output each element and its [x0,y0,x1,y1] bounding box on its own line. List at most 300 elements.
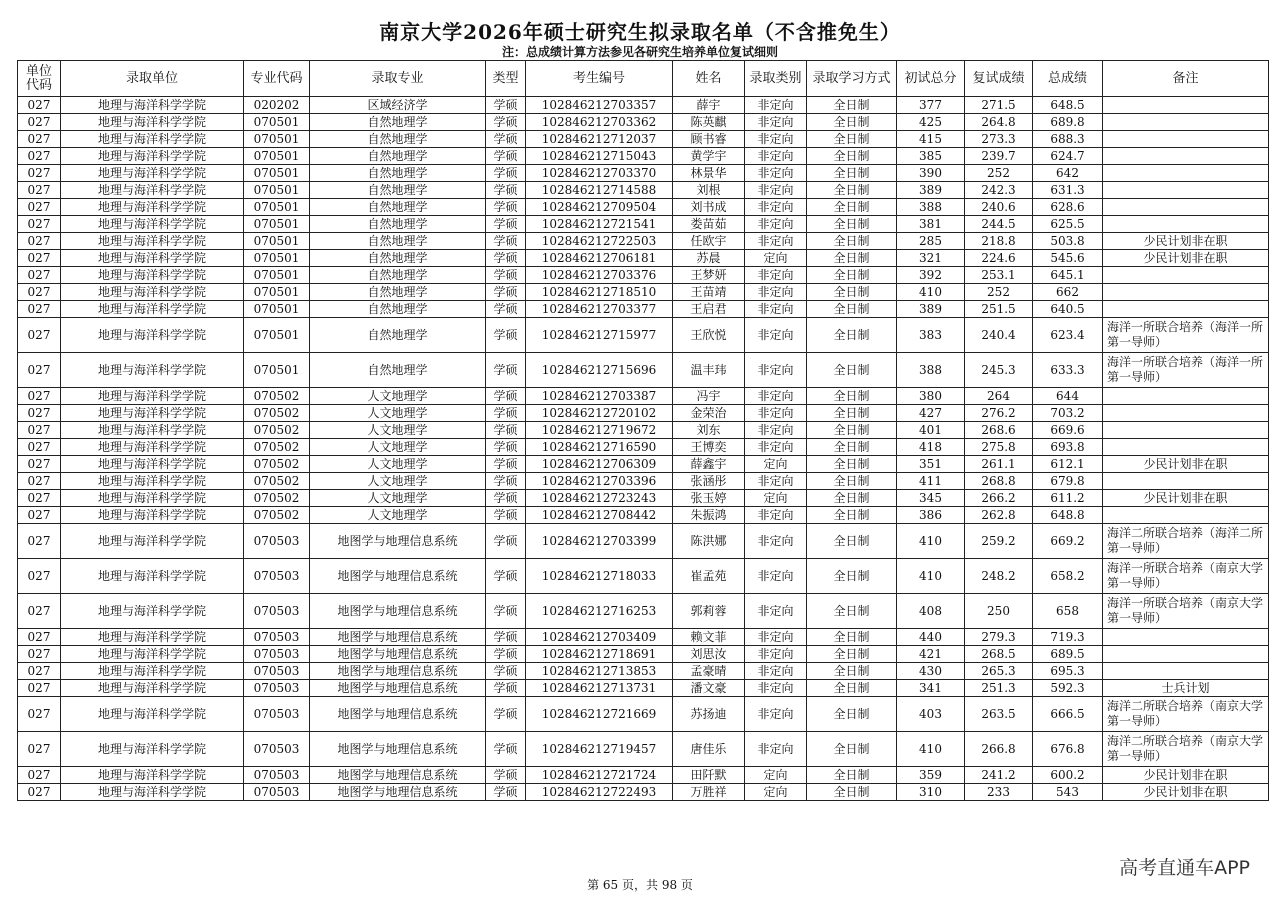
cell-remarks [1103,148,1269,165]
document-title: 南京大学2026年硕士研究生拟录取名单（不含推免生） [379,20,901,44]
cell-total-score: 666.5 [1033,697,1103,732]
cell-total-score: 611.2 [1033,490,1103,507]
cell-name: 郭莉蓉 [673,594,745,629]
cell-prelim-score: 385 [897,148,965,165]
cell-study-mode: 全日制 [807,697,897,732]
cell-admitting-unit: 地理与海洋科学学院 [61,439,244,456]
cell-candidate-id: 102846212715043 [526,148,673,165]
cell-admission-category: 非定向 [745,267,807,284]
cell-study-mode: 全日制 [807,165,897,182]
cell-prelim-score: 386 [897,507,965,524]
cell-name: 刘思汝 [673,646,745,663]
cell-major-code: 070501 [244,216,310,233]
cell-retest-score: 268.8 [965,473,1033,490]
cell-study-mode: 全日制 [807,559,897,594]
cell-prelim-score: 421 [897,646,965,663]
cell-name: 薛宇 [673,97,745,114]
cell-remarks [1103,646,1269,663]
cell-major: 自然地理学 [310,353,486,388]
cell-major-code: 070503 [244,767,310,784]
cell-major: 自然地理学 [310,318,486,353]
cell-major: 自然地理学 [310,216,486,233]
cell-retest-score: 262.8 [965,507,1033,524]
cell-retest-score: 266.8 [965,732,1033,767]
cell-study-mode: 全日制 [807,199,897,216]
cell-candidate-id: 102846212722493 [526,784,673,801]
table-row [18,250,1269,267]
cell-degree-type: 学硕 [486,97,526,114]
cell-candidate-id: 102846212718691 [526,646,673,663]
cell-major: 地图学与地理信息系统 [310,629,486,646]
cell-total-score: 669.6 [1033,422,1103,439]
cell-admission-category: 非定向 [745,680,807,697]
cell-degree-type: 学硕 [486,680,526,697]
cell-unit-code: 027 [18,353,61,388]
cell-admission-category: 非定向 [745,165,807,182]
cell-total-score: 695.3 [1033,663,1103,680]
cell-name: 顾书睿 [673,131,745,148]
cell-admitting-unit: 地理与海洋科学学院 [61,216,244,233]
cell-degree-type: 学硕 [486,182,526,199]
cell-retest-score: 239.7 [965,148,1033,165]
cell-admission-category: 非定向 [745,594,807,629]
cell-candidate-id: 102846212718033 [526,559,673,594]
cell-admitting-unit: 地理与海洋科学学院 [61,199,244,216]
cell-prelim-score: 390 [897,165,965,182]
column-header-unit-code: 单位代码 [18,61,61,97]
cell-major: 地图学与地理信息系统 [310,784,486,801]
cell-retest-score: 259.2 [965,524,1033,559]
cell-prelim-score: 410 [897,732,965,767]
cell-admission-category: 非定向 [745,507,807,524]
cell-total-score: 703.2 [1033,405,1103,422]
column-header-total-score: 总成绩 [1033,61,1103,97]
cell-major-code: 070501 [244,318,310,353]
cell-major-code: 070503 [244,559,310,594]
cell-candidate-id: 102846212703362 [526,114,673,131]
cell-degree-type: 学硕 [486,165,526,182]
cell-admission-category: 非定向 [745,148,807,165]
cell-total-score: 689.5 [1033,646,1103,663]
table-row [18,216,1269,233]
cell-unit-code: 027 [18,594,61,629]
cell-total-score: 543 [1033,784,1103,801]
cell-remarks [1103,182,1269,199]
cell-major-code: 070503 [244,680,310,697]
cell-degree-type: 学硕 [486,131,526,148]
table-row [18,97,1269,114]
table-row [18,680,1269,697]
cell-unit-code: 027 [18,301,61,318]
cell-study-mode: 全日制 [807,216,897,233]
table-row [18,456,1269,473]
cell-candidate-id: 102846212715696 [526,353,673,388]
cell-name: 刘根 [673,182,745,199]
table-row [18,165,1269,182]
cell-total-score: 633.3 [1033,353,1103,388]
table-row [18,490,1269,507]
cell-unit-code: 027 [18,131,61,148]
cell-remarks: 海洋一所联合培养（海洋一所第一导师） [1103,318,1269,353]
cell-study-mode: 全日制 [807,405,897,422]
cell-name: 王启君 [673,301,745,318]
cell-major: 人文地理学 [310,456,486,473]
cell-candidate-id: 102846212716253 [526,594,673,629]
cell-prelim-score: 410 [897,284,965,301]
cell-admitting-unit: 地理与海洋科学学院 [61,473,244,490]
cell-admitting-unit: 地理与海洋科学学院 [61,732,244,767]
cell-remarks: 海洋一所联合培养（海洋一所第一导师） [1103,353,1269,388]
cell-major: 人文地理学 [310,490,486,507]
cell-unit-code: 027 [18,524,61,559]
cell-name: 孟豪晴 [673,663,745,680]
cell-candidate-id: 102846212720102 [526,405,673,422]
table-row [18,594,1269,629]
cell-major-code: 020202 [244,97,310,114]
column-header-degree-type: 类型 [486,61,526,97]
cell-remarks: 海洋二所联合培养（南京大学第一导师） [1103,697,1269,732]
cell-admission-category: 非定向 [745,97,807,114]
cell-admission-category: 定向 [745,490,807,507]
cell-candidate-id: 102846212706181 [526,250,673,267]
cell-name: 王苗靖 [673,284,745,301]
cell-admitting-unit: 地理与海洋科学学院 [61,663,244,680]
cell-major-code: 070503 [244,524,310,559]
cell-degree-type: 学硕 [486,594,526,629]
cell-major-code: 070503 [244,784,310,801]
cell-major: 人文地理学 [310,405,486,422]
cell-candidate-id: 102846212703370 [526,165,673,182]
cell-candidate-id: 102846212706309 [526,456,673,473]
cell-candidate-id: 102846212714588 [526,182,673,199]
cell-major-code: 070502 [244,507,310,524]
cell-candidate-id: 102846212718510 [526,284,673,301]
cell-candidate-id: 102846212723243 [526,490,673,507]
cell-major-code: 070501 [244,267,310,284]
cell-admitting-unit: 地理与海洋科学学院 [61,697,244,732]
cell-candidate-id: 102846212715977 [526,318,673,353]
cell-prelim-score: 388 [897,353,965,388]
cell-major: 地图学与地理信息系统 [310,559,486,594]
cell-retest-score: 264.8 [965,114,1033,131]
cell-study-mode: 全日制 [807,490,897,507]
cell-unit-code: 027 [18,473,61,490]
cell-retest-score: 261.1 [965,456,1033,473]
cell-prelim-score: 392 [897,267,965,284]
cell-prelim-score: 403 [897,697,965,732]
cell-admission-category: 非定向 [745,697,807,732]
cell-major: 地图学与地理信息系统 [310,646,486,663]
cell-study-mode: 全日制 [807,233,897,250]
cell-name: 朱振鸿 [673,507,745,524]
table-row [18,182,1269,199]
cell-candidate-id: 102846212719672 [526,422,673,439]
cell-unit-code: 027 [18,388,61,405]
cell-major-code: 070502 [244,456,310,473]
cell-candidate-id: 102846212708442 [526,507,673,524]
cell-degree-type: 学硕 [486,233,526,250]
cell-degree-type: 学硕 [486,490,526,507]
cell-prelim-score: 425 [897,114,965,131]
cell-major-code: 070502 [244,439,310,456]
table-row [18,524,1269,559]
cell-admitting-unit: 地理与海洋科学学院 [61,388,244,405]
cell-retest-score: 233 [965,784,1033,801]
cell-retest-score: 244.5 [965,216,1033,233]
cell-remarks [1103,663,1269,680]
cell-major: 自然地理学 [310,165,486,182]
cell-retest-score: 263.5 [965,697,1033,732]
document-subtitle: 注：总成绩计算方法参见各研究生培养单位复试细则 [501,45,778,59]
cell-prelim-score: 310 [897,784,965,801]
footer-suffix: 页 [677,878,693,892]
table-row [18,233,1269,250]
cell-major: 区域经济学 [310,97,486,114]
cell-name: 潘文豪 [673,680,745,697]
cell-total-score: 624.7 [1033,148,1103,165]
cell-name: 刘书成 [673,199,745,216]
cell-remarks: 海洋一所联合培养（南京大学第一导师） [1103,559,1269,594]
cell-remarks: 少民计划非在职 [1103,456,1269,473]
cell-total-score: 688.3 [1033,131,1103,148]
cell-candidate-id: 102846212703357 [526,97,673,114]
cell-total-score: 503.8 [1033,233,1103,250]
cell-name: 万胜祥 [673,784,745,801]
cell-unit-code: 027 [18,148,61,165]
admission-table [17,60,1269,801]
cell-remarks: 少民计划非在职 [1103,233,1269,250]
cell-name: 张涵彤 [673,473,745,490]
cell-major: 自然地理学 [310,148,486,165]
cell-degree-type: 学硕 [486,422,526,439]
cell-unit-code: 027 [18,629,61,646]
cell-major-code: 070503 [244,732,310,767]
cell-admitting-unit: 地理与海洋科学学院 [61,767,244,784]
cell-remarks: 少民计划非在职 [1103,767,1269,784]
cell-admitting-unit: 地理与海洋科学学院 [61,353,244,388]
cell-major: 自然地理学 [310,114,486,131]
table-row [18,353,1269,388]
cell-name: 苏扬迪 [673,697,745,732]
cell-total-score: 642 [1033,165,1103,182]
cell-study-mode: 全日制 [807,353,897,388]
cell-admitting-unit: 地理与海洋科学学院 [61,165,244,182]
cell-candidate-id: 102846212721541 [526,216,673,233]
cell-degree-type: 学硕 [486,559,526,594]
cell-admission-category: 非定向 [745,131,807,148]
cell-major-code: 070501 [244,114,310,131]
cell-major-code: 070502 [244,422,310,439]
cell-prelim-score: 415 [897,131,965,148]
table-row [18,784,1269,801]
page-footer [0,876,1280,893]
cell-name: 唐佳乐 [673,732,745,767]
cell-total-score: 623.4 [1033,318,1103,353]
cell-admitting-unit: 地理与海洋科学学院 [61,97,244,114]
cell-remarks [1103,507,1269,524]
cell-major: 地图学与地理信息系统 [310,732,486,767]
column-header-study-mode: 录取学习方式 [807,61,897,97]
cell-major-code: 070501 [244,148,310,165]
cell-total-score: 669.2 [1033,524,1103,559]
cell-study-mode: 全日制 [807,267,897,284]
cell-degree-type: 学硕 [486,524,526,559]
cell-major: 人文地理学 [310,507,486,524]
table-body [18,97,1269,801]
cell-major-code: 070503 [244,629,310,646]
cell-admission-category: 非定向 [745,646,807,663]
cell-retest-score: 224.6 [965,250,1033,267]
cell-admitting-unit: 地理与海洋科学学院 [61,318,244,353]
cell-major-code: 070503 [244,663,310,680]
cell-admission-category: 非定向 [745,353,807,388]
column-header-admitting-unit: 录取单位 [61,61,244,97]
cell-major-code: 070502 [244,490,310,507]
cell-name: 赖文菲 [673,629,745,646]
cell-study-mode: 全日制 [807,680,897,697]
cell-study-mode: 全日制 [807,182,897,199]
cell-major: 人文地理学 [310,388,486,405]
cell-name: 王梦妍 [673,267,745,284]
cell-study-mode: 全日制 [807,784,897,801]
cell-unit-code: 027 [18,507,61,524]
cell-degree-type: 学硕 [486,148,526,165]
cell-unit-code: 027 [18,405,61,422]
cell-unit-code: 027 [18,250,61,267]
cell-admission-category: 非定向 [745,233,807,250]
cell-retest-score: 242.3 [965,182,1033,199]
cell-admitting-unit: 地理与海洋科学学院 [61,629,244,646]
cell-degree-type: 学硕 [486,353,526,388]
cell-retest-score: 248.2 [965,559,1033,594]
cell-total-score: 658 [1033,594,1103,629]
cell-retest-score: 265.3 [965,663,1033,680]
cell-admitting-unit: 地理与海洋科学学院 [61,301,244,318]
table-row [18,439,1269,456]
cell-study-mode: 全日制 [807,318,897,353]
cell-major: 自然地理学 [310,250,486,267]
cell-candidate-id: 102846212712037 [526,131,673,148]
table-row [18,114,1269,131]
cell-name: 张玉婷 [673,490,745,507]
cell-admitting-unit: 地理与海洋科学学院 [61,148,244,165]
cell-prelim-score: 408 [897,594,965,629]
cell-remarks [1103,199,1269,216]
cell-admitting-unit: 地理与海洋科学学院 [61,405,244,422]
cell-major-code: 070502 [244,388,310,405]
cell-study-mode: 全日制 [807,388,897,405]
cell-degree-type: 学硕 [486,732,526,767]
cell-candidate-id: 102846212721724 [526,767,673,784]
cell-prelim-score: 377 [897,97,965,114]
table-row [18,629,1269,646]
cell-admission-category: 非定向 [745,473,807,490]
cell-study-mode: 全日制 [807,594,897,629]
cell-major-code: 070501 [244,182,310,199]
cell-major-code: 070501 [244,301,310,318]
cell-major-code: 070501 [244,199,310,216]
cell-retest-score: 275.8 [965,439,1033,456]
watermark-logo: 高考直通车APP [1119,857,1250,879]
cell-total-score: 658.2 [1033,559,1103,594]
cell-total-score: 719.3 [1033,629,1103,646]
cell-major-code: 070503 [244,646,310,663]
cell-unit-code: 027 [18,422,61,439]
cell-admitting-unit: 地理与海洋科学学院 [61,784,244,801]
cell-degree-type: 学硕 [486,199,526,216]
cell-unit-code: 027 [18,767,61,784]
cell-retest-score: 268.6 [965,422,1033,439]
cell-candidate-id: 102846212703399 [526,524,673,559]
table-row [18,405,1269,422]
cell-admission-category: 非定向 [745,216,807,233]
cell-major: 人文地理学 [310,473,486,490]
column-header-candidate-id: 考生编号 [526,61,673,97]
cell-total-score: 631.3 [1033,182,1103,199]
cell-study-mode: 全日制 [807,456,897,473]
table-row [18,131,1269,148]
cell-remarks: 海洋一所联合培养（南京大学第一导师） [1103,594,1269,629]
cell-unit-code: 027 [18,663,61,680]
cell-retest-score: 271.5 [965,97,1033,114]
cell-admission-category: 非定向 [745,629,807,646]
cell-admission-category: 定向 [745,767,807,784]
cell-remarks [1103,473,1269,490]
column-header-prelim-score: 初试总分 [897,61,965,97]
cell-degree-type: 学硕 [486,473,526,490]
cell-remarks: 少民计划非在职 [1103,490,1269,507]
cell-degree-type: 学硕 [486,439,526,456]
cell-name: 薛鑫宇 [673,456,745,473]
cell-retest-score: 251.3 [965,680,1033,697]
cell-study-mode: 全日制 [807,663,897,680]
cell-remarks [1103,422,1269,439]
cell-prelim-score: 440 [897,629,965,646]
cell-degree-type: 学硕 [486,405,526,422]
cell-admission-category: 非定向 [745,182,807,199]
cell-degree-type: 学硕 [486,114,526,131]
cell-major-code: 070502 [244,405,310,422]
cell-degree-type: 学硕 [486,388,526,405]
cell-candidate-id: 102846212709504 [526,199,673,216]
cell-retest-score: 241.2 [965,767,1033,784]
cell-study-mode: 全日制 [807,301,897,318]
cell-admission-category: 非定向 [745,732,807,767]
cell-unit-code: 027 [18,680,61,697]
cell-retest-score: 218.8 [965,233,1033,250]
cell-retest-score: 252 [965,284,1033,301]
cell-prelim-score: 345 [897,490,965,507]
cell-remarks: 少民计划非在职 [1103,250,1269,267]
cell-remarks [1103,629,1269,646]
column-header-major: 录取专业 [310,61,486,97]
cell-admission-category: 非定向 [745,284,807,301]
cell-degree-type: 学硕 [486,663,526,680]
table-row [18,388,1269,405]
cell-study-mode: 全日制 [807,629,897,646]
table-row [18,473,1269,490]
cell-major: 自然地理学 [310,182,486,199]
cell-degree-type: 学硕 [486,456,526,473]
cell-major: 自然地理学 [310,131,486,148]
cell-major-code: 070501 [244,165,310,182]
cell-unit-code: 027 [18,732,61,767]
cell-major-code: 070501 [244,233,310,250]
cell-unit-code: 027 [18,439,61,456]
cell-admitting-unit: 地理与海洋科学学院 [61,114,244,131]
column-header-major-code: 专业代码 [244,61,310,97]
cell-candidate-id: 102846212722503 [526,233,673,250]
